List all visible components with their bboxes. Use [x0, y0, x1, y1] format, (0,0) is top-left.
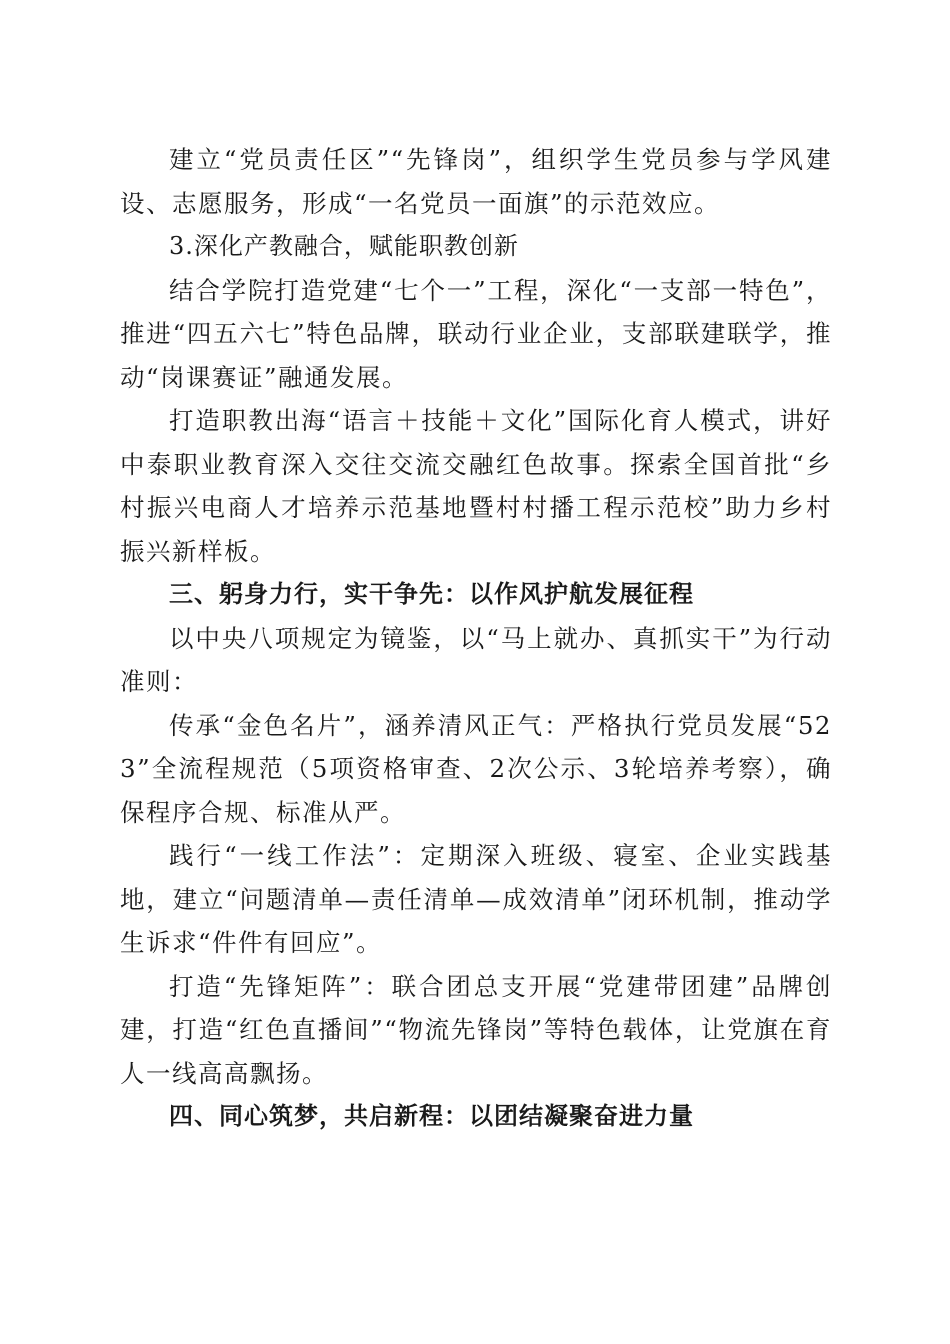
subheading-industry-education: 3.深化产教融合，赋能职教创新 — [169, 232, 519, 260]
section-heading-three: 三、躬身力行，实干争先：以作风护航发展征程 — [169, 580, 694, 608]
section-heading-four: 四、同心筑梦，共启新程：以团结凝聚奋进力量 — [169, 1102, 694, 1130]
paragraph-vanguard-matrix: 打造“先锋矩阵”：联合团总支开展“党建带团建”品牌创建，打造“红色直播间”“物流先锋岗”等特色载体，让党旗在育人一线高高飘扬。 — [120, 971, 832, 1088]
paragraph-golden-card: 传承“金色名片”，涵养清风正气：严格执行党员发展“523”全流程规范（5项资格审查、2次公示、3轮培养考察），确保程序合规、标准从严。 — [120, 710, 832, 827]
paragraph-eight-rules: 以中央八项规定为镜鉴，以“马上就办、真抓实干”为行动准则： — [120, 623, 832, 696]
paragraph-frontline-method: 践行“一线工作法”：定期深入班级、寝室、企业实践基地，建立“问题清单—责任清单—成效清单”闭环机制，推动学生诉求“件件有回应”。 — [120, 841, 832, 957]
document-page — [120, 138, 832, 1139]
paragraph-international-education: 打造职教出海“语言＋技能＋文化”国际化育人模式，讲好中泰职业教育深入交往交流交融红色故事。探索全国首批“乡村振兴电商人才培养示范基地暨村村播工程示范校”助力乡村振兴新样板。 — [120, 406, 832, 566]
paragraph-party-member-zones: 建立“党员责任区”“先锋岗”，组织学生党员参与学风建设、志愿服务，形成“一名党员一面旗”的示范效应。 — [120, 145, 832, 218]
paragraph-seven-ones-project: 结合学院打造党建“七个一”工程，深化“一支部一特色”，推进“四五六七”特色品牌，联动行业企业，支部联建联学，推动“岗课赛证”融通发展。 — [120, 275, 832, 392]
